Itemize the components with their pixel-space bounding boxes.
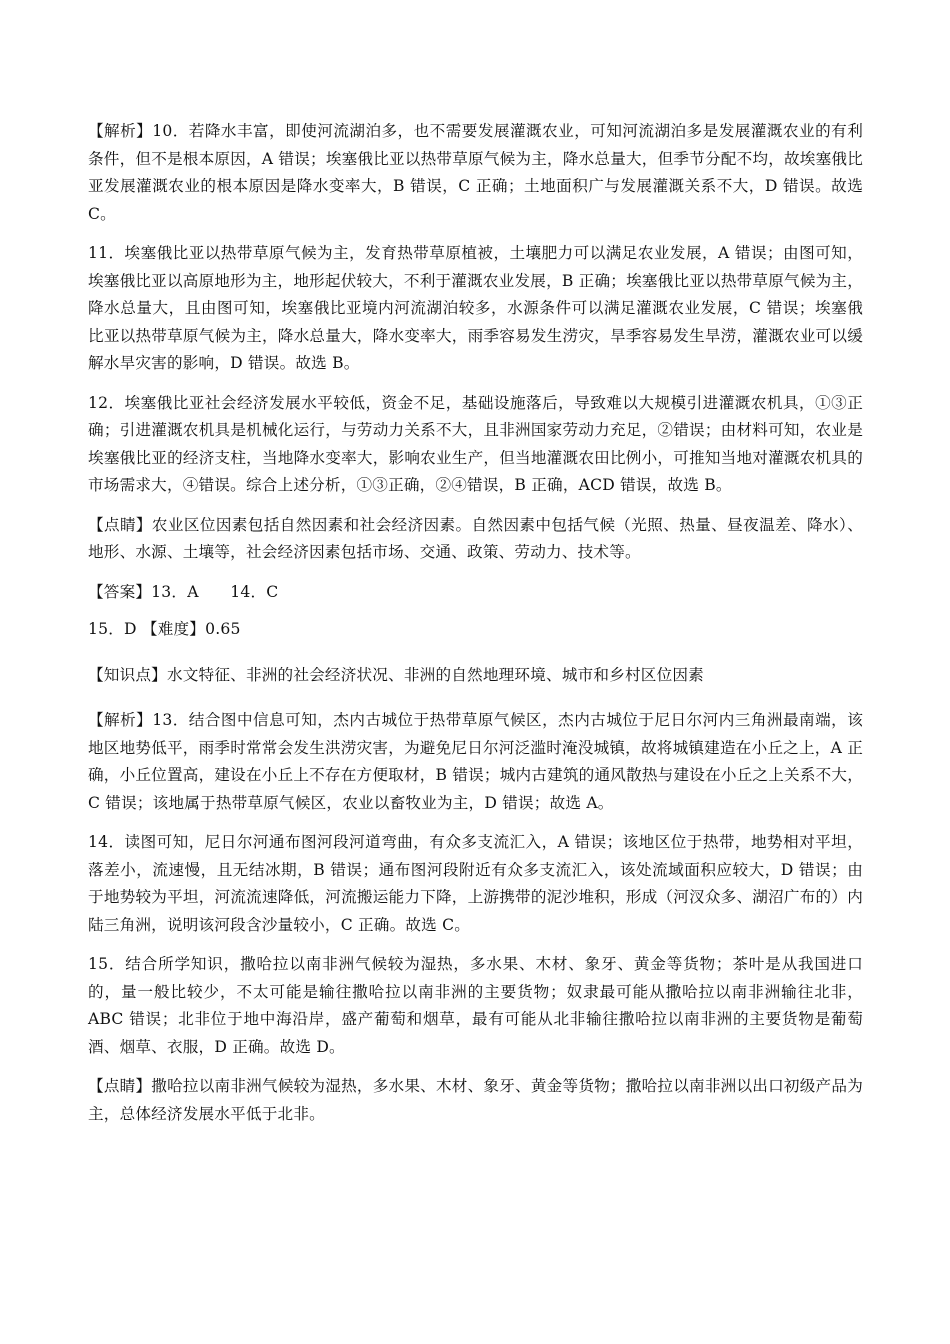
document-page (88, 118, 863, 1140)
difficulty-line: 15．D 【难度】0.65 (88, 620, 241, 638)
key-point-1: 【点睛】农业区位因素包括自然因素和社会经济因素。自然因素中包括气候（光照、热量、昼夜温差、降水）、地形、水源、土壤等，社会经济因素包括市场、交通、政策、劳动力、技术等。 (88, 515, 863, 561)
key-point-2: 【点睛】撒哈拉以南非洲气候较为湿热，多水果、木材、象牙、黄金等货物；撒哈拉以南非洲以出口初级产品为主，总体经济发展水平低于北非。 (88, 1077, 863, 1123)
analysis-q12: 12．埃塞俄比亚社会经济发展水平较低，资金不足，基础设施落后，导致难以大规模引进灌溉农机具，①③正确；引进灌溉农机具是机械化运行，与劳动力关系不大，且非洲国家劳动力充足，②错误；由材料可知，农业是埃塞俄比亚的经济支柱，当地降水变率大，影响农业生产，但当地灌溉农田比例小，可推知当地对灌溉农机具的市场需求大，④错误。综合上述分析，①③正确，②④错误，B 正确，ACD 错误，故选 B。 (88, 393, 863, 494)
knowledge-points: 【知识点】水文特征、非洲的社会经济状况、非洲的自然地理环境、城市和乡村区位因素 (88, 665, 704, 684)
analysis-q10: 【解析】10．若降水丰富，即使河流湖泊多，也不需要发展灌溉农业，可知河流湖泊多是发展灌溉农业的有利条件，但不是根本原因，A 错误；埃塞俄比亚以热带草原气候为主，降水总量大，但季节分配不均，故埃塞俄比亚发展灌溉农业的根本原因是降水变率大，B 错误，C 正确；土地面积广与发展灌溉关系不大，D 错误。故选 C。 (88, 122, 863, 223)
answer-line: 【答案】13．A 14．C (88, 582, 279, 601)
analysis-q13: 【解析】13．结合图中信息可知，杰内古城位于热带草原气候区，杰内古城位于尼日尔河内三角洲最南端，该地区地势低平，雨季时常常会发生洪涝灾害，为避免尼日尔河泛滥时淹没城镇，故将城镇建造在小丘之上，A 正确，小丘位置高，建设在小丘上不存在方便取材，B 错误；城内古建筑的通风散热与建设在小丘之上关系不大，C 错误；该地属于热带草原气候区，农业以畜牧业为主，D 错误；故选 A。 (88, 711, 863, 812)
analysis-q15: 15．结合所学知识，撒哈拉以南非洲气候较为湿热，多水果、木材、象牙、黄金等货物；茶叶是从我国进口的，量一般比较少，不太可能是输往撒哈拉以南非洲的主要货物；奴隶最可能从撒哈拉以南非洲输往北非，ABC 错误；北非位于地中海沿岸，盛产葡萄和烟草，最有可能从北非输往撒哈拉以南非洲的主要货物是葡萄酒、烟草、衣服，D 正确。故选 D。 (88, 955, 863, 1056)
analysis-q14: 14．读图可知，尼日尔河通布图河段河道弯曲，有众多支流汇入，A 错误；该地区位于热带，地势相对平坦，落差小，流速慢，且无结冰期，B 错误；通布图河段附近有众多支流汇入，该处流域面积应较大，D 错误；由于地势较为平坦，河流流速降低，河流搬运能力下降，上游携带的泥沙堆积，形成（河汊众多、湖沼广布的）内陆三角洲，说明该河段含沙量较小，C 正确。故选 C。 (88, 833, 863, 934)
analysis-q11: 11．埃塞俄比亚以热带草原气候为主，发育热带草原植被，土壤肥力可以满足农业发展，A 错误；由图可知，埃塞俄比亚以高原地形为主，地形起伏较大，不利于灌溉农业发展，B 正确；埃塞俄比亚以热带草原气候为主，降水总量大，且由图可知，埃塞俄比亚境内河流湖泊较多，水源条件可以满足灌溉农业发展，C 错误；埃塞俄比亚以热带草原气候为主，降水总量大，降水变率大，雨季容易发生涝灾，旱季容易发生旱涝，灌溉农业可以缓解水旱灾害的影响，D 错误。故选 B。 (88, 244, 863, 372)
